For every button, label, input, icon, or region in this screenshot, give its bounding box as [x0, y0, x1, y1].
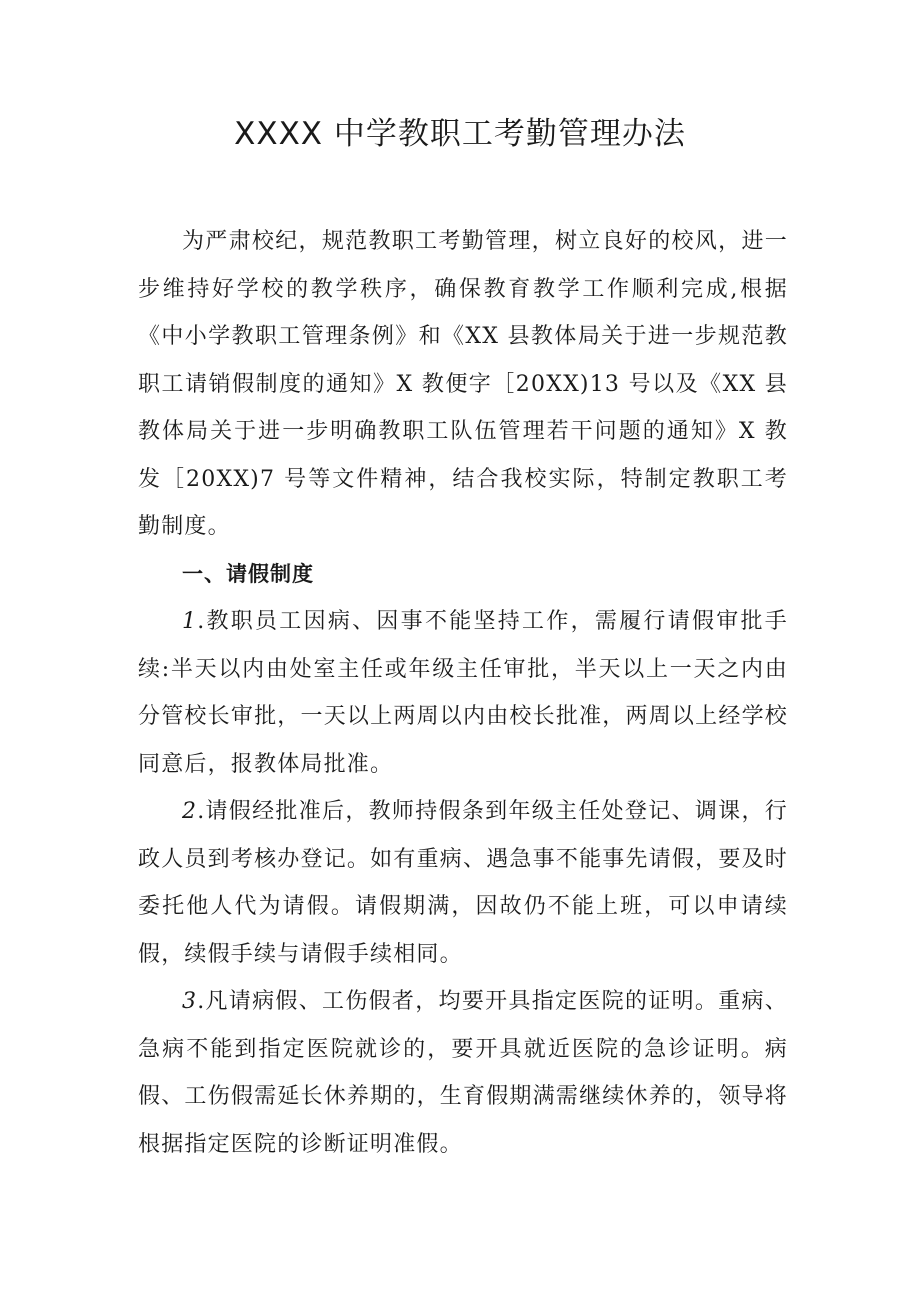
section-heading: 一、请假制度: [182, 561, 314, 586]
document-title: XXXX 中学教职工考勤管理办法: [234, 116, 686, 152]
intro-paragraph: 为严肃校纪，规范教职工考勤管理，树立良好的校风，进一步维持好学校的教学秩序，确保教育教学工作顺利完成,根据《中小学教职工管理条例》和《XX 县教体局关于进一步规范教职工请销假制度的通知》X 教便字［20XX)13 号以及《XX 县教体局关于进一步明确教职工队伍管理若干问题的通知》X 教发［20XX)7 号等文件精神，结合我校实际，特制定教职工考勤制度。: [138, 229, 788, 539]
item-paragraph-2: [138, 788, 788, 978]
document-body: [138, 218, 788, 1168]
item-text: .凡请病假、工伤假者，均要开具指定医院的证明。重病、急病不能到指定医院就诊的，要开具就近医院的急诊证明。病假、工伤假需延长休养期的，生育假期满需继续休养的，领导将根据指定医院的诊断证明准假。: [138, 989, 788, 1157]
item-number: 3: [182, 989, 198, 1014]
item-paragraph-1: [138, 598, 788, 788]
item-text: .请假经批准后，教师持假条到年级主任处登记、调课，行政人员到考核办登记。如有重病、遇急事不能事先请假，要及时委托他人代为请假。请假期满，因故仍不能上班，可以申请续假，续假手续与请假手续相同。: [138, 799, 788, 967]
item-number: 2: [182, 799, 198, 824]
item-paragraph-3: [138, 978, 788, 1168]
item-number: 1: [182, 609, 198, 634]
item-text: .教职员工因病、因事不能坚持工作，需履行请假审批手续:半天以内由处室主任或年级主任审批，半天以上一天之内由分管校长审批，一天以上两周以内由校长批准，两周以上经学校同意后，报教体局批准。: [138, 609, 788, 777]
